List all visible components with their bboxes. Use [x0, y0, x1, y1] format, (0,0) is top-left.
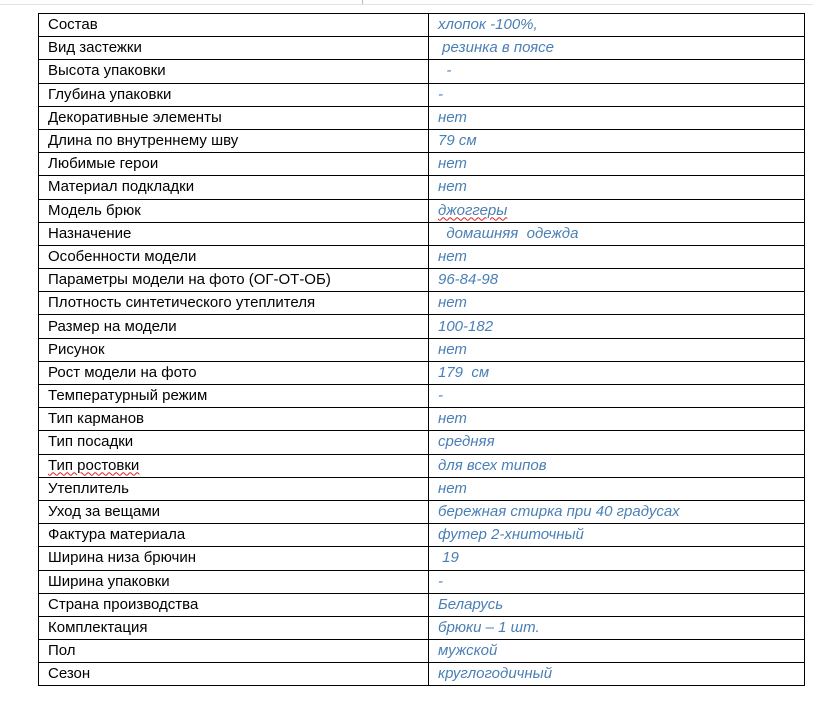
spec-value-cell[interactable] — [429, 593, 805, 616]
spec-label-cell[interactable] — [39, 153, 429, 176]
spec-label-cell[interactable] — [39, 385, 429, 408]
spec-value-cell[interactable] — [429, 385, 805, 408]
spec-label: Сезон — [48, 665, 91, 683]
spec-value-cell[interactable] — [429, 153, 805, 176]
spec-value-cell[interactable] — [429, 37, 805, 60]
spec-value-cell[interactable] — [429, 454, 805, 477]
spec-label-cell[interactable] — [39, 176, 429, 199]
table-row — [39, 199, 805, 222]
spec-value-cell[interactable] — [429, 60, 805, 83]
spec-label: Высота упаковки — [48, 62, 166, 80]
spec-label: Фактура материала — [48, 526, 186, 544]
spec-value-cell[interactable] — [429, 477, 805, 500]
spec-label: Рост модели на фото — [48, 363, 197, 381]
spec-label: Комплектация — [48, 618, 148, 636]
spec-label-cell[interactable] — [39, 14, 429, 37]
spec-label-cell[interactable] — [39, 524, 429, 547]
table-row — [39, 385, 805, 408]
spec-label: Ширина низа брючин — [48, 549, 197, 567]
spec-value: нет — [438, 247, 467, 265]
spec-label: Состав — [48, 16, 98, 34]
spec-label-cell[interactable] — [39, 60, 429, 83]
table-row — [39, 408, 805, 431]
table-row — [39, 37, 805, 60]
spec-value: 100-182 — [438, 317, 494, 335]
table-row — [39, 570, 805, 593]
table-row — [39, 616, 805, 639]
spec-value: брюки – 1 шт. — [438, 618, 540, 636]
product-spec-table — [38, 13, 805, 686]
spec-label: Уход за вещами — [48, 503, 161, 521]
spec-value-cell[interactable] — [429, 269, 805, 292]
spec-label: Модель брюк — [48, 201, 141, 219]
spec-value-cell[interactable] — [429, 524, 805, 547]
table-row — [39, 640, 805, 663]
spec-label: Рисунок — [48, 340, 105, 358]
spec-label: Утеплитель — [48, 479, 129, 497]
spec-label-cell[interactable] — [39, 37, 429, 60]
table-row — [39, 60, 805, 83]
spec-value: бережная стирка при 40 градусах — [438, 503, 680, 521]
spec-value: нет — [438, 340, 467, 358]
spec-label-cell[interactable] — [39, 547, 429, 570]
spec-label: Вид застежки — [48, 39, 142, 57]
spec-label: Декоративные элементы — [48, 108, 222, 126]
spec-value-cell[interactable] — [429, 616, 805, 639]
spec-value: нет — [438, 410, 467, 428]
spec-value: Беларусь — [438, 595, 504, 613]
spec-label-cell[interactable] — [39, 315, 429, 338]
table-row — [39, 361, 805, 384]
spec-value: - — [438, 572, 443, 590]
spec-value-cell[interactable] — [429, 338, 805, 361]
table-row — [39, 222, 805, 245]
spec-value: 96-84-98 — [438, 271, 499, 289]
spec-label: Температурный режим — [48, 387, 208, 405]
spec-label-cell[interactable] — [39, 199, 429, 222]
spec-value-cell[interactable] — [429, 129, 805, 152]
spec-value-cell[interactable] — [429, 408, 805, 431]
spec-label-cell[interactable] — [39, 361, 429, 384]
spec-value: мужской — [438, 642, 498, 660]
spec-value-cell[interactable] — [429, 106, 805, 129]
spec-value: 179 см — [438, 363, 490, 381]
spec-value-cell[interactable] — [429, 640, 805, 663]
spec-value: домашняя одежда — [438, 224, 579, 242]
table-row — [39, 153, 805, 176]
spec-label-cell[interactable] — [39, 106, 429, 129]
spec-value: джоггеры — [438, 201, 508, 219]
spec-value: нет — [438, 479, 467, 497]
spec-label: Плотность синтетического утеплителя — [48, 294, 316, 312]
table-row — [39, 454, 805, 477]
spec-label-cell[interactable] — [39, 292, 429, 315]
table-row — [39, 129, 805, 152]
spec-label-cell[interactable] — [39, 338, 429, 361]
spec-value: - — [438, 85, 443, 103]
spec-value-cell[interactable] — [429, 199, 805, 222]
ruler-tick — [362, 0, 363, 4]
window-top-edge — [0, 0, 813, 5]
spec-label-cell[interactable] — [39, 570, 429, 593]
spec-label-cell[interactable] — [39, 431, 429, 454]
spec-label-cell[interactable] — [39, 477, 429, 500]
spec-value-cell[interactable] — [429, 361, 805, 384]
spec-value-cell[interactable] — [429, 315, 805, 338]
spec-label: Размер на модели — [48, 317, 177, 335]
spec-label-cell[interactable] — [39, 222, 429, 245]
spec-label-cell[interactable] — [39, 83, 429, 106]
table-row — [39, 593, 805, 616]
spec-value: нет — [438, 108, 467, 126]
spec-label-cell[interactable] — [39, 663, 429, 686]
table-row — [39, 338, 805, 361]
spec-value-cell[interactable] — [429, 222, 805, 245]
spec-value: нет — [438, 155, 467, 173]
spec-label: Любимые герои — [48, 155, 159, 173]
spec-label-cell[interactable] — [39, 616, 429, 639]
table-row — [39, 14, 805, 37]
spec-value: для всех типов — [438, 456, 547, 474]
spec-label-cell[interactable] — [39, 269, 429, 292]
spec-label: Ширина упаковки — [48, 572, 170, 590]
spec-value-cell[interactable] — [429, 14, 805, 37]
spec-value-cell[interactable] — [429, 663, 805, 686]
spec-label-cell[interactable] — [39, 129, 429, 152]
spec-label: Назначение — [48, 224, 132, 242]
spec-value: круглогодичный — [438, 665, 553, 683]
spec-value: - — [438, 62, 452, 80]
spec-label: Тип карманов — [48, 410, 144, 428]
table-row — [39, 315, 805, 338]
spec-value: футер 2-хниточный — [438, 526, 584, 544]
table-row — [39, 83, 805, 106]
spec-label: Страна производства — [48, 595, 199, 613]
spec-label: Тип ростовки — [48, 456, 140, 474]
spec-value-cell[interactable] — [429, 292, 805, 315]
spec-value: 19 — [438, 549, 459, 567]
table-row — [39, 245, 805, 268]
table-row — [39, 547, 805, 570]
table-row — [39, 431, 805, 454]
spec-label-cell[interactable] — [39, 593, 429, 616]
spec-label: Длина по внутреннему шву — [48, 132, 239, 150]
spec-label-cell[interactable] — [39, 245, 429, 268]
spec-label: Материал подкладки — [48, 178, 195, 196]
spec-label: Особенности модели — [48, 247, 197, 265]
spec-value: нет — [438, 294, 467, 312]
spec-label: Параметры модели на фото (ОГ-ОТ-ОБ) — [48, 271, 331, 289]
spec-value-cell[interactable] — [429, 500, 805, 523]
spec-label-cell[interactable] — [39, 408, 429, 431]
spec-table-body — [39, 14, 805, 686]
spec-label: Глубина упаковки — [48, 85, 172, 103]
spec-value-cell[interactable] — [429, 245, 805, 268]
spec-value: хлопок -100%, — [438, 16, 538, 34]
spec-label-cell[interactable] — [39, 500, 429, 523]
table-row — [39, 292, 805, 315]
table-row — [39, 477, 805, 500]
spec-value: средняя — [438, 433, 495, 451]
table-row — [39, 176, 805, 199]
table-row — [39, 106, 805, 129]
spec-value: 79 см — [438, 132, 477, 150]
spec-label-cell[interactable] — [39, 454, 429, 477]
spec-value-cell[interactable] — [429, 176, 805, 199]
spec-value-cell[interactable] — [429, 547, 805, 570]
spec-label: Пол — [48, 642, 76, 660]
table-row — [39, 524, 805, 547]
spec-value: нет — [438, 178, 467, 196]
spec-value-cell[interactable] — [429, 83, 805, 106]
spec-label: Тип посадки — [48, 433, 134, 451]
table-row — [39, 269, 805, 292]
spec-label-cell[interactable] — [39, 640, 429, 663]
spec-value-cell[interactable] — [429, 570, 805, 593]
spec-value-cell[interactable] — [429, 431, 805, 454]
spec-value: - — [438, 387, 443, 405]
table-row — [39, 663, 805, 686]
spec-value: резинка в поясе — [438, 39, 554, 57]
table-row — [39, 500, 805, 523]
